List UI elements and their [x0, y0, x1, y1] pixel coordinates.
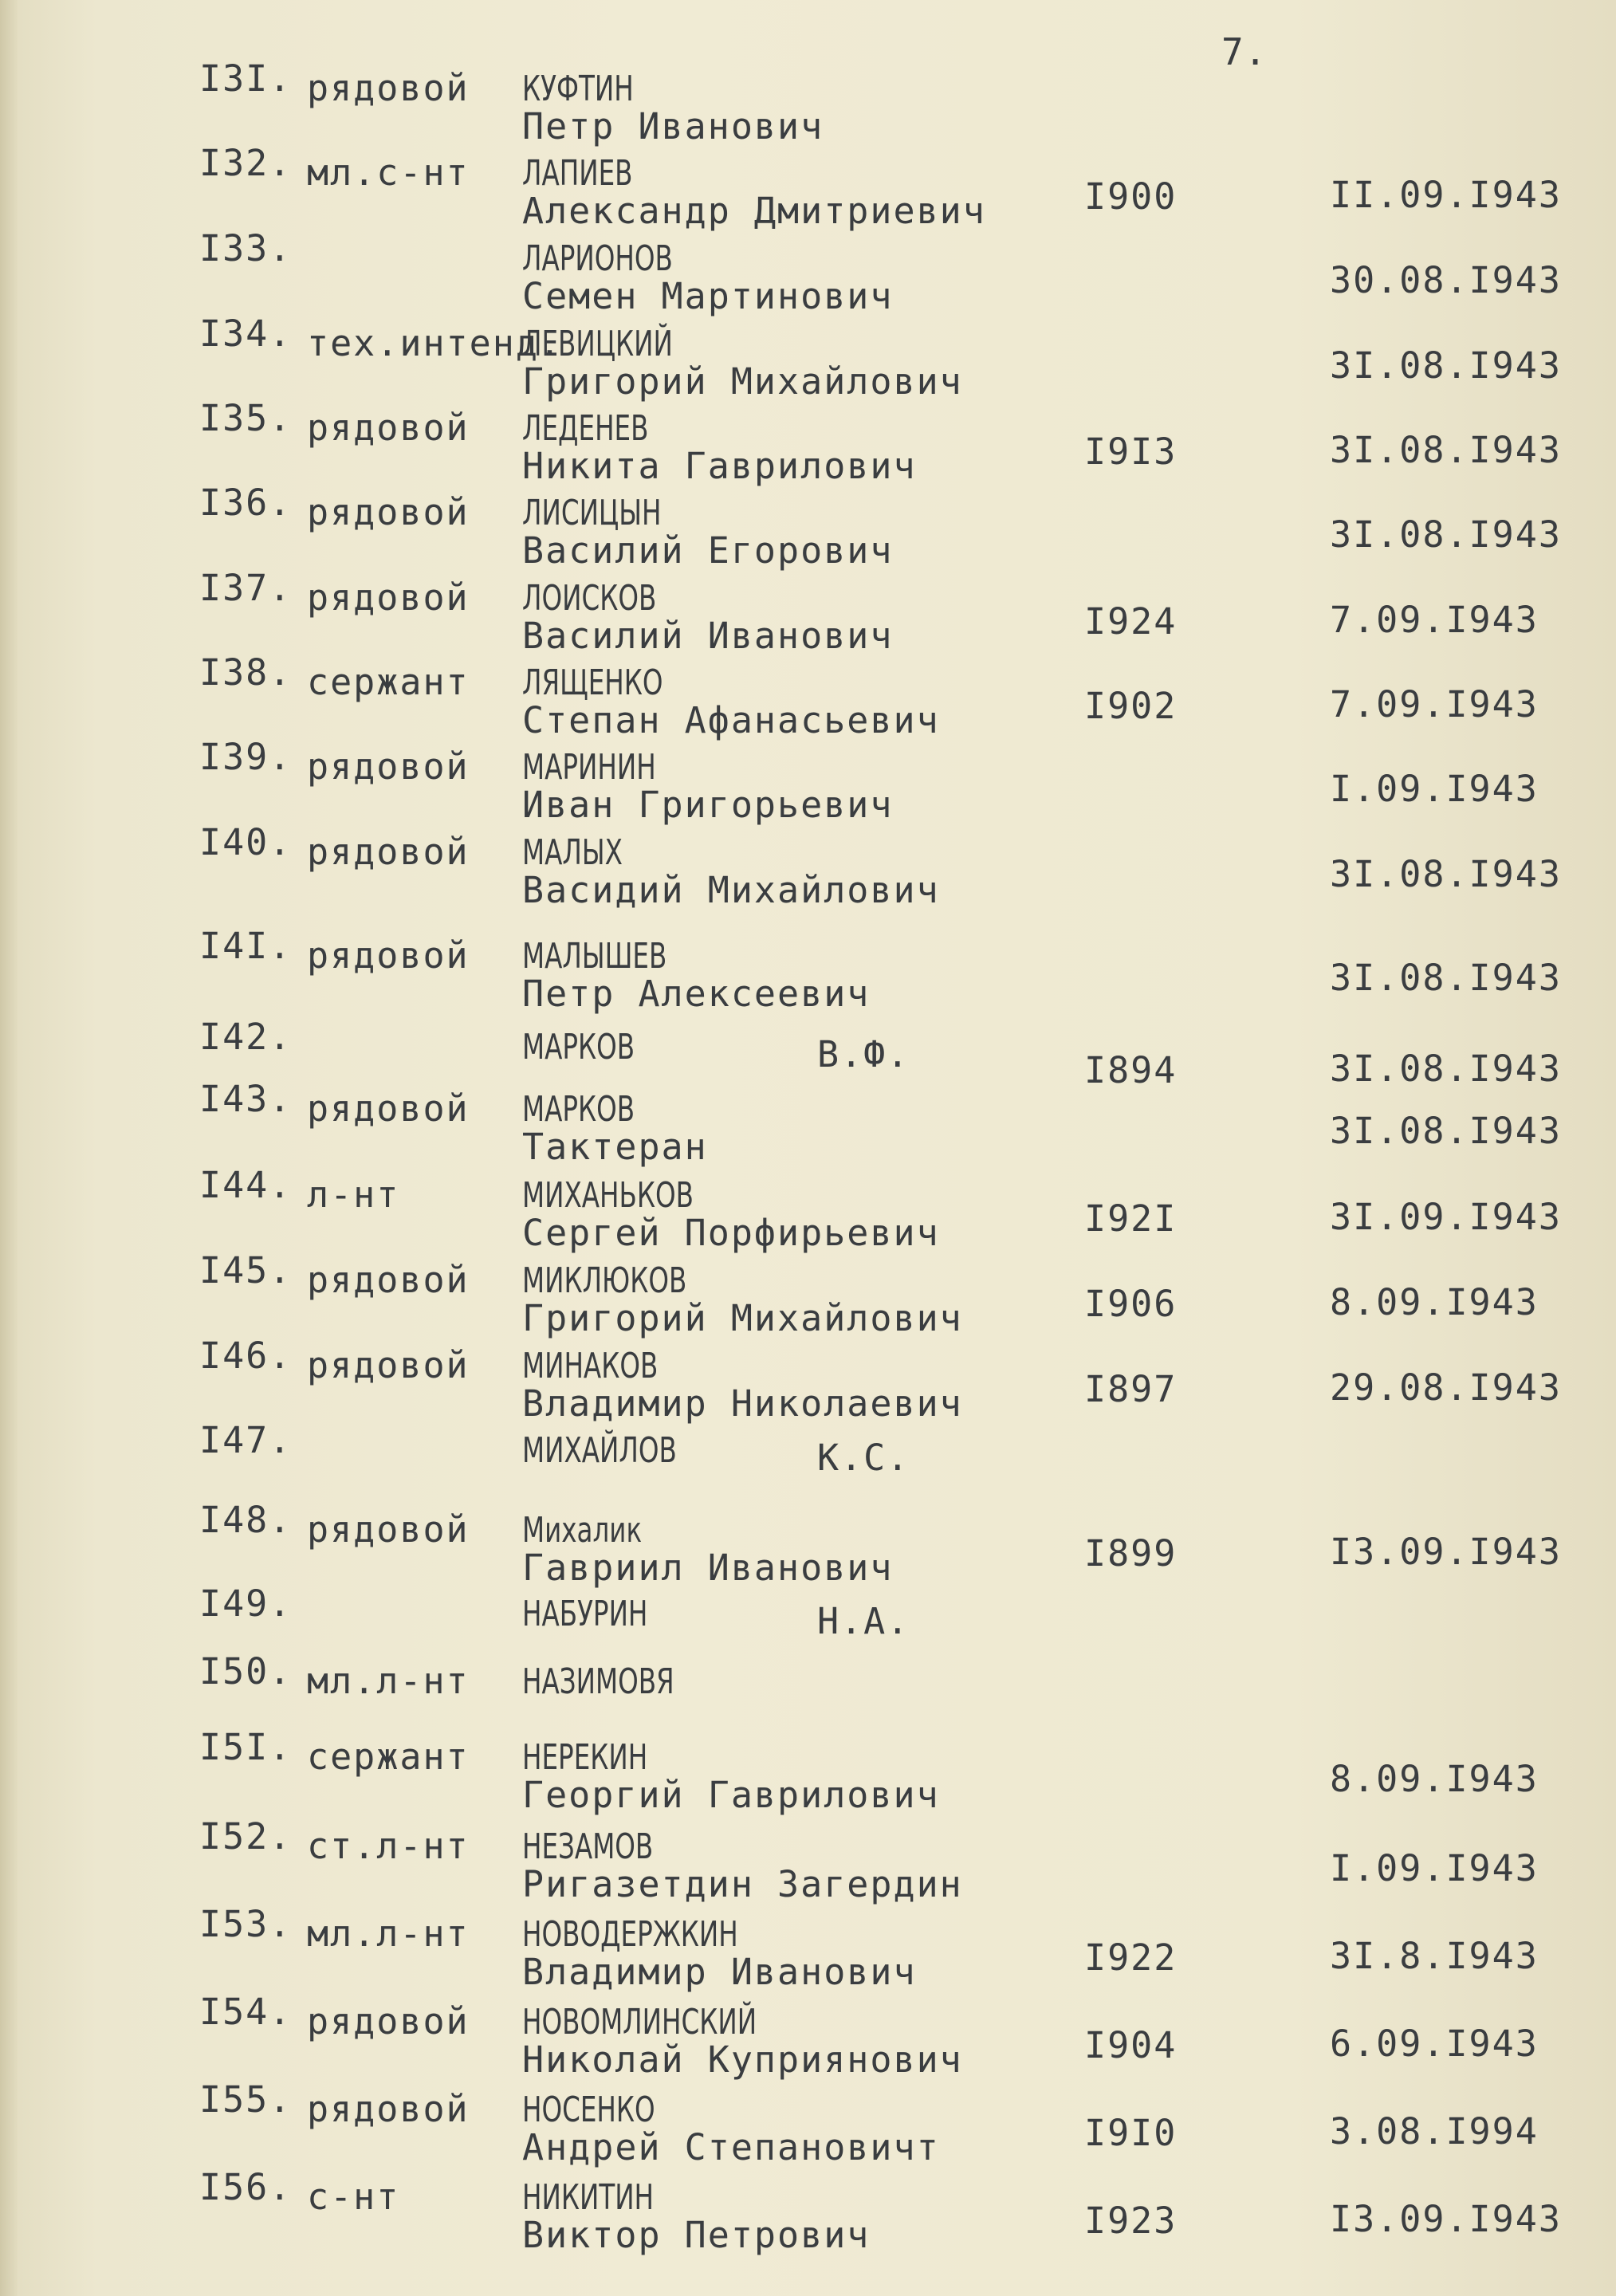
surname: МИКЛЮКОВ [522, 1260, 687, 1301]
rank: ст.л-нт [307, 1825, 470, 1867]
surname: НЕРЕКИН [522, 1737, 648, 1778]
rank: сержант [307, 1736, 470, 1778]
surname: ЛАРИОНОВ [522, 238, 673, 279]
entry-number: I44. [199, 1164, 293, 1206]
date-of-death: 29.08.I943 [1330, 1366, 1562, 1409]
surname: НАЗИМОВЯ [522, 1661, 674, 1702]
surname: МИНАКОВ [522, 1346, 659, 1386]
birth-year: I923 [1084, 2200, 1178, 2242]
rank: рядовой [307, 2000, 470, 2042]
entry-number: I33. [199, 227, 293, 269]
date-of-death: 3I.8.I943 [1330, 1935, 1539, 1977]
given-name-patronymic: Владимир Иванович [522, 1951, 917, 1993]
date-of-death: 7.09.I943 [1330, 599, 1539, 641]
entry-number: I43. [199, 1078, 293, 1120]
date-of-death: 3I.08.I943 [1330, 853, 1562, 895]
date-of-death: 3I.08.I943 [1330, 1110, 1562, 1152]
entry-number: I49. [199, 1582, 293, 1625]
date-of-death: I3.09.I943 [1330, 1531, 1562, 1573]
entry-number: I50. [199, 1650, 293, 1693]
given-name-patronymic: Андрей Степановичт [522, 2126, 940, 2168]
initials: К.С. [817, 1437, 910, 1479]
entry-number: I53. [199, 1903, 293, 1945]
rank: рядовой [307, 1508, 470, 1551]
date-of-death: 3I.08.I943 [1330, 513, 1562, 556]
surname: ЛОИСКОВ [522, 578, 657, 619]
birth-year: I9I3 [1084, 431, 1178, 473]
given-name-patronymic: Ригазетдин Загердин [522, 1863, 963, 1905]
date-of-death: 3I.08.I943 [1330, 957, 1562, 999]
surname: ЛЯЩЕНКО [522, 662, 663, 703]
date-of-death: 6.09.I943 [1330, 2023, 1539, 2065]
page-number: 7. [1221, 30, 1268, 73]
rank: рядовой [307, 831, 470, 873]
surname: НОВОМЛИНСКИЙ [522, 2002, 757, 2042]
rank: рядовой [307, 67, 470, 109]
entry-number: I56. [199, 2166, 293, 2208]
given-name-patronymic: Никита Гаврилович [522, 445, 917, 487]
given-name-patronymic: Василий Иванович [522, 615, 894, 657]
date-of-death: 8.09.I943 [1330, 1281, 1539, 1323]
given-name-patronymic: Степан Афанасьевич [522, 699, 940, 741]
entry-number: I35. [199, 397, 293, 439]
given-name-patronymic: Тактеран [522, 1126, 708, 1168]
rank: рядовой [307, 407, 470, 449]
date-of-death: 3I.08.I943 [1330, 429, 1562, 471]
date-of-death: 3I.08.I943 [1330, 1048, 1562, 1090]
date-of-death: II.09.I943 [1330, 174, 1562, 216]
surname: НОВОДЕРЖКИН [522, 1914, 738, 1955]
given-name-patronymic: Григорий Михайлович [522, 1297, 963, 1339]
given-name-patronymic: Иван Григорьевич [522, 784, 894, 826]
surname: МАРИНИН [522, 747, 656, 788]
rank: рядовой [307, 1344, 470, 1386]
birth-year: I924 [1084, 600, 1178, 643]
birth-year: I899 [1084, 1532, 1178, 1575]
entry-number: I47. [199, 1419, 293, 1461]
surname: МИХАЙЛОВ [522, 1430, 677, 1471]
surname: ЛЕВИЦКИЙ [522, 324, 673, 364]
rank: рядовой [307, 934, 470, 977]
given-name-patronymic: Петр Иванович [522, 105, 824, 147]
surname: Михалик [522, 1510, 643, 1551]
birth-year: I900 [1084, 175, 1178, 218]
entry-number: I54. [199, 1991, 293, 2033]
entry-number: I3I. [199, 57, 293, 100]
surname: ЛАПИЕВ [522, 153, 633, 194]
rank: мл.л-нт [307, 1913, 470, 1955]
date-of-death: 30.08.I943 [1330, 259, 1562, 301]
surname: МИХАНЬКОВ [522, 1175, 694, 1216]
surname: МАЛЫХ [522, 832, 623, 873]
surname: НЕЗАМОВ [522, 1826, 654, 1867]
rank: с-нт [307, 2176, 400, 2218]
entry-number: I45. [199, 1249, 293, 1292]
rank: рядовой [307, 491, 470, 533]
given-name-patronymic: Васидий Михайлович [522, 869, 940, 911]
given-name-patronymic: Владимир Николаевич [522, 1382, 963, 1425]
rank: рядовой [307, 1259, 470, 1301]
entry-number: I40. [199, 821, 293, 863]
entry-number: I32. [199, 142, 293, 184]
date-of-death: I.09.I943 [1330, 768, 1539, 810]
entry-number: I52. [199, 1815, 293, 1858]
surname: НИКИТИН [522, 2177, 655, 2218]
date-of-death: 8.09.I943 [1330, 1758, 1539, 1800]
rank: мл.с-нт [307, 151, 470, 194]
rank: рядовой [307, 576, 470, 619]
surname: КУФТИН [522, 69, 634, 109]
entry-number: I42. [199, 1016, 293, 1058]
entry-number: I38. [199, 651, 293, 694]
rank: рядовой [307, 745, 470, 788]
birth-year: I9I0 [1084, 2112, 1178, 2154]
given-name-patronymic: Григорий Михайлович [522, 360, 963, 403]
rank: рядовой [307, 2088, 470, 2130]
rank: рядовой [307, 1087, 470, 1130]
rank: сержант [307, 661, 470, 703]
surname: НАБУРИН [522, 1594, 648, 1634]
entry-number: I37. [199, 567, 293, 609]
birth-year: I902 [1084, 685, 1178, 727]
entry-number: I48. [199, 1499, 293, 1541]
date-of-death: 3I.08.I943 [1330, 344, 1562, 387]
date-of-death: I.09.I943 [1330, 1847, 1539, 1889]
birth-year: I897 [1084, 1368, 1178, 1410]
given-name-patronymic: Николай Куприянович [522, 2038, 963, 2081]
surname: НОСЕНКО [522, 2090, 655, 2130]
entry-number: I39. [199, 736, 293, 778]
birth-year: I894 [1084, 1049, 1178, 1091]
date-of-death: 3I.09.I943 [1330, 1196, 1562, 1238]
birth-year: I904 [1084, 2024, 1178, 2066]
given-name-patronymic: Александр Дмитриевич [522, 190, 986, 232]
surname: МАРКОВ [522, 1027, 635, 1067]
rank: мл.л-нт [307, 1660, 470, 1702]
entry-number: I46. [199, 1335, 293, 1377]
initials: Н.А. [817, 1600, 910, 1642]
entry-number: I55. [199, 2078, 293, 2121]
surname: ЛИСИЦЫН [522, 493, 662, 533]
birth-year: I92I [1084, 1197, 1178, 1240]
given-name-patronymic: Гавриил Иванович [522, 1547, 894, 1589]
date-of-death: I3.09.I943 [1330, 2198, 1562, 2240]
given-name-patronymic: Петр Алексеевич [522, 973, 871, 1015]
given-name-patronymic: Василий Егорович [522, 529, 894, 572]
birth-year: I906 [1084, 1283, 1178, 1325]
entry-number: I4I. [199, 925, 293, 967]
surname: МАЛЫШЕВ [522, 936, 667, 977]
given-name-patronymic: Семен Мартинович [522, 275, 894, 317]
birth-year: I922 [1084, 1936, 1178, 1979]
given-name-patronymic: Георгий Гаврилович [522, 1774, 940, 1816]
entry-number: I34. [199, 313, 293, 355]
rank: тех.интенд. [307, 322, 563, 364]
initials: В.Ф. [817, 1033, 910, 1075]
surname: МАРКОВ [522, 1089, 635, 1130]
surname: ЛЕДЕНЕВ [522, 408, 649, 449]
given-name-patronymic: Виктор Петрович [522, 2214, 871, 2256]
entry-number: I5I. [199, 1726, 293, 1768]
given-name-patronymic: Сергей Порфирьевич [522, 1212, 940, 1254]
entry-number: I36. [199, 482, 293, 524]
date-of-death: 3.08.I994 [1330, 2110, 1539, 2152]
date-of-death: 7.09.I943 [1330, 683, 1539, 725]
rank: л-нт [307, 1174, 400, 1216]
